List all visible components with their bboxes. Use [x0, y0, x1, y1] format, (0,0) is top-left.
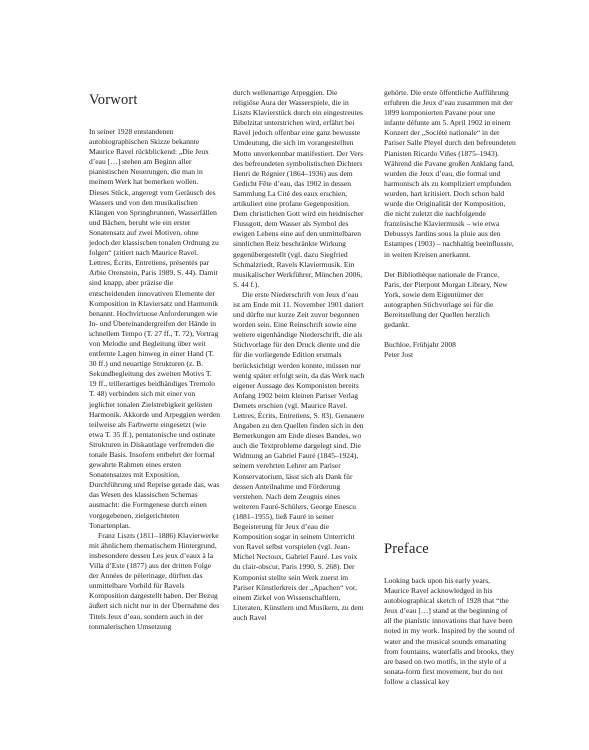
vorwort-column-3	[384, 88, 516, 360]
vorwort-column-1	[89, 127, 220, 632]
paragraph: Looking back upon his early years, Maurice Ravel acknowledged in his autobiographical sketch of 1928 that “the Jeux d’eau […] stand at the beginning of all the pianistic innovations that have been noted in my work. Inspired by the sound of water and the musical sounds emanating from fountains, waterfalls and brooks, they are based on two motifs, in the style of a sonata-form first movement, but do not follow a classical key	[384, 576, 515, 686]
paragraph: In seiner 1928 entstandenen autobiographischen Skizze bekannte Maurice Ravel rückblickend: „Die Jeux d’eau […] stehen am Beginn aller pianistischen Neuerungen, die man in meinem Werk hat bemerken wollen. Dieses Stück, angeregt vom Geräusch des Wassers und von den musikalischen Klängen von Springbrunnen, Wasserfällen und Bächen, beruht wie ein erster Sonatensatz auf zwei Motiven, ohne jedoch der klassischen tonalen Ordnung zu folgen“ (zitiert nach Maurice Ravel. Lettres, Écrits, Entretiens, présentés par Arbie Orenstein, Paris 1989, S. 44). Damit sind knapp, aber präzise die entscheidenden innovativen Elemente der Komposition in Klaviersatz und Harmonik benannt. Hochvirtuose Anforderungen wie In- und Übereinandergreifen der Hände in schnellem Tempo (T. 27 ff., T. 72), Vortrag von Melodie und Begleitung über weit entfernte Lagen hinweg in einer Hand (T. 30 ff.) und neuartige Strukturen (z. B. Sekundbegleitung des zweiten Motivs T. 19 ff., trillerartiges beidhändiges Tremolo T. 48) verbinden sich mit einer von jeglicher tonalen Zielstrebigkeit gelösten Harmonik. Akkorde und Arpeggien werden teilweise als Farbwerte eingesetzt (wie etwa T. 35 ff.), pentatonische und ostinate Strukturen in Diskantlage verfremden die tonale Basis. Insofern entbehrt der formal gewahrte Rahmen eines ersten Sonatensatzes mit Exposition, Durchführung und Reprise gerade das, was das Wesen des klassischen Schemas ausmacht: die Formgenese durch einen vorgegebenen, zielgerichteten Tonartenplan.	[89, 127, 220, 530]
preface-column	[384, 576, 516, 687]
paragraph: Franz Liszts (1811–1886) Klavierwerke mit ähnlichem thematischem Hintergrund, insbesondere dessen Les jeux d’eaux à la Villa d’Este (1877) aus der dritten Folge der Années de pèlerinage, dürften das unmittelbare Vorbild für Ravels Komposition dargestellt haben. Der Bezug äußert sich nicht nur in der Übernahme des Titels Jeux d’eau, sondern auch in der tonmalerischen Umsetzung	[89, 530, 220, 631]
acknowledgement-paragraph: Der Bibliothèque nationale de France, Paris, der Pierpont Morgan Library, New York, sowie dem Eigentümer der autographen Stichvorlage sei für die Bereitstellung der Quellen herzlich gedankt.	[384, 269, 508, 330]
paragraph: Die erste Niederschrift von Jeux d’eau ist am Ende mit 11. November 1901 datiert und dürfte nur kurze Zeit zuvor begonnen worden sein. Eine Reinschrift sowie eine weitere eigenhändige Niederschrift, die als Stichvorlage für den Druck diente und die für die vorliegende Edition erstmals berücksichtigt werden konnte, müssen nur wenig später erfolgt sein, da das Werk nach eigener Aussage des Komponisten bereits Anfang 1902 beim kleinen Pariser Verlag Demets erschien (vgl. Maurice Ravel. Lettres, Écrits, Entretiens, S. 83). Genauere Angaben zu den Quellen finden sich in den Bemerkungen am Ende dieses Bandes, wo auch die Textprobleme dargelegt sind. Die Widmung an Gabriel Fauré (1845–1924), seinem verehrten Lehrer am Pariser Konservatorium, lässt sich als Dank für dessen Anteilnahme und Förderung verstehen. Nach dem Zeugnis eines weiteren Fauré-Schülers, George Enescu (1881–1955), ließ Fauré in seiner Begeisterung für Jeux d’eau die Komposition sogar in seinem Unterricht von Ravel selbst vorspielen (vgl. Jean-Michel Nectoux, Gabriel Fauré. Les voix du clair-obscur, Paris 1990, S. 268). Der Komponist stellte sein Werk zuerst im Pariser Künstlerkreis der „Apachen“ vor, einem Zirkel von Wissenschaftlern, Literaten, Künstlern und Musikern, zu dem auch Ravel	[233, 289, 365, 622]
heading-preface: Preface	[384, 541, 429, 557]
vorwort-column-2	[233, 88, 365, 623]
heading-vorwort: Vorwort	[89, 92, 138, 108]
place-date: Buchloe, Frühjahr 2008	[384, 340, 456, 350]
paragraph: durch wellenartige Arpeggien. Die religiöse Aura der Wasserspiele, die in Liszts Klavierstück durch ein eingestreutes Bibelzitat unterstrichen wird, erfährt bei Ravel jedoch offenbar eine ganz bewusste Umdeutung, die sich im vorangestellten Motto unverkennbar manifestiert. Der Vers des befreundeten symbolistischen Dichters Henri de Régnier (1864–1936) aus dem Gedicht Fête d’eau, das 1902 in dessen Sammlung La Cité des eaux erschien, artikuliert eine profane Gegenposition. Dem christlichen Gott wird ein heidnischer Flussgott, dem Wasser als Symbol des ewigen Lebens eine auf den unmittelbaren sinnlichen Reiz beschränkte Wirkung gegenübergestellt (vgl. dazu Siegfried Schmalzriedt, Ravels Klaviermusik. Ein musikalischer Werkführer, München 2006, S. 44 f.).	[233, 88, 364, 289]
author-name: Peter Jost	[384, 350, 414, 360]
paragraph: gehörte. Die erste öffentliche Aufführung erfuhren die Jeux d’eau zusammen mit der 1899 komponierten Pavane pour une infante défunte am 5. April 1902 in einem Konzert der „Société nationale“ in der Pariser Salle Pleyel durch den befreundeten Pianisten Ricardo Viñes (1875–1943). Während die Pavane großen Anklang fand, wurden die Jeux d’eau, die formal und harmonisch als zu kompliziert empfunden wurden, hart kritisiert. Doch schon bald wurde die Originalität der Komposition, die nicht zuletzt die nachfolgende französische Klaviermusik – wie etwa Debussys Jardins sous la pluie aus den Estampes (1903) – nachhaltig beeinflusste, in weiten Kreisen anerkannt.	[384, 88, 516, 259]
